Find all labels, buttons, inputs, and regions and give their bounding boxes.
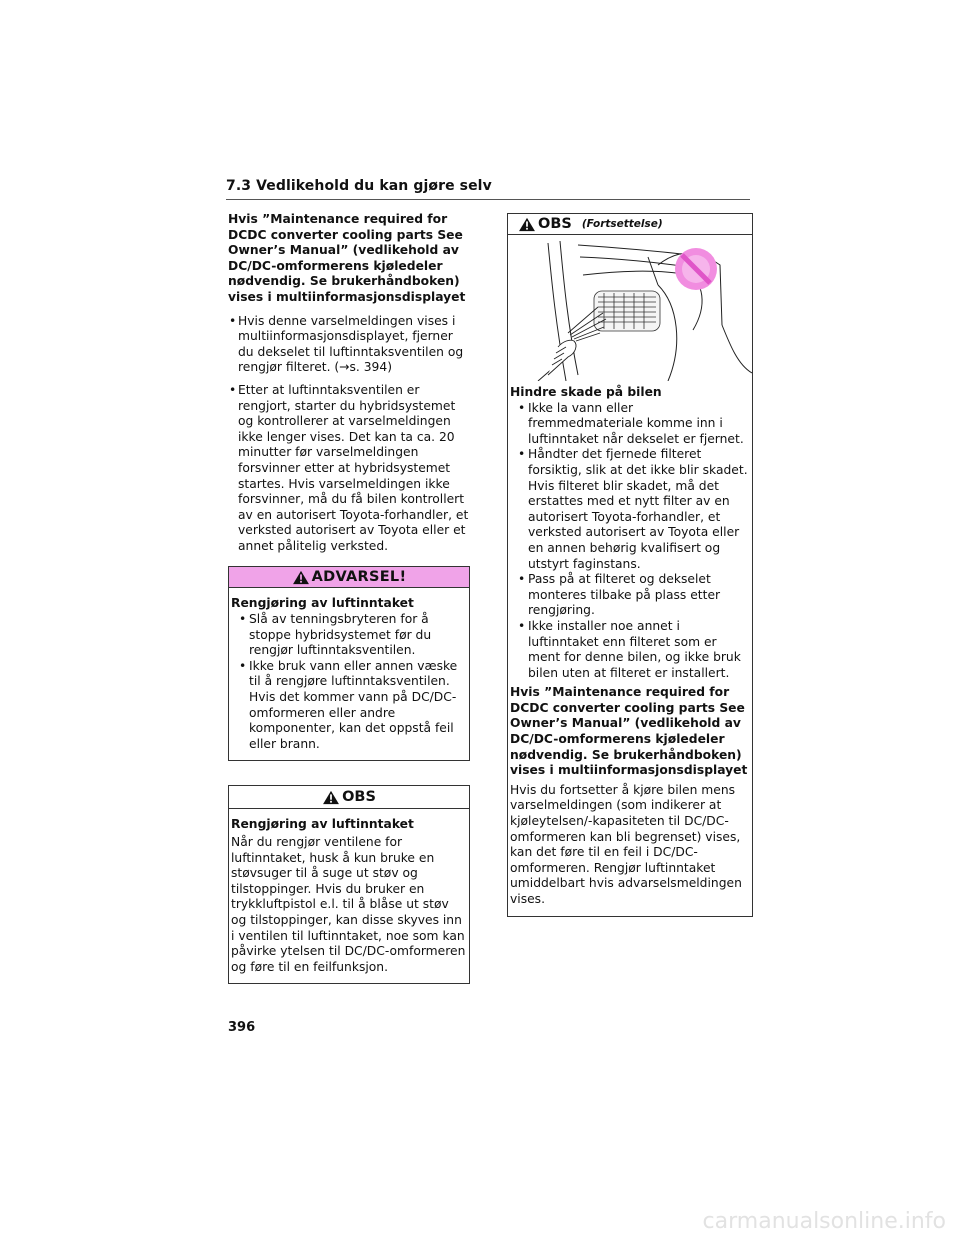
left-heading: Hvis ”Maintenance required for DCDC converter cooling parts See Owner’s Manual” (vedlikehold av DC/DC-omformerens kjøledeler nødvendig. Se brukerhåndboken) vises i multiinformasjonsdisplayet — [228, 212, 466, 304]
right-notice-box — [507, 213, 753, 917]
right-subheading: Hindre skade på bilen — [510, 385, 662, 399]
notice-title: OBS — [342, 789, 376, 806]
page-number: 396 — [228, 1020, 256, 1035]
list-item: • Slå av tenningsbryteren for å stoppe hybridsystemet før du rengjør luftinntaksventilen. — [239, 612, 432, 658]
list-item: • Ikke la vann eller fremmedmateriale komme inn i luftinntaket når dekselet er fjernet. — [518, 400, 744, 446]
warning-triangle-icon — [292, 570, 310, 585]
notice-subheading: Rengjøring av luftinntaket — [231, 817, 414, 832]
prohibited-icon — [675, 248, 717, 290]
continued-label: (Fortsettelse) — [581, 218, 663, 230]
list-item: • Pass på at filteret og dekselet monteres tilbake på plass etter rengjøring. — [518, 572, 721, 618]
list-item: • Hvis denne varselmeldingen vises i multiinformasjonsdisplayet, fjerner du dekselet til luftinntaksventilen og rengjør filteret. (→s. 394) — [228, 314, 470, 376]
right-text-2: Hvis du fortsetter å kjøre bilen mens varselmeldingen (som indikerer at kjøleytelsen/-kapasiteten til DC/DC-omformeren kan bli begrenset) vises, kan det føre til en feil i DC/DC-omformeren. Rengjør luftinntaket umiddelbart hvis advarselsmeldingen vises. — [510, 782, 742, 906]
right-notice-header — [508, 214, 752, 235]
warning-box — [228, 566, 470, 761]
list-item: • Ikke installer noe annet i luftinntaket enn filteret som er ment for denne bilen, og ikke bruk bilen uten at filteret er installert. — [518, 618, 741, 680]
left-column — [228, 212, 470, 984]
right-notice-body — [508, 381, 752, 916]
notice-body — [229, 809, 469, 983]
list-item: • Håndter det fjernede filteret forsiktig, slik at det ikke blir skadet. Hvis filteret blir skadet, må det erstattes med et nytt filter av en autorisert Toyota-forhandler, et verksted autorisert av Toyota eller en annen behørig kvalifisert og utstyrt faginstans. — [518, 447, 748, 571]
left-bullet-list — [228, 314, 470, 555]
notice-box — [228, 785, 470, 984]
warning-body — [229, 588, 469, 760]
notice-text: Når du rengjør ventilene for luftinntaket, husk å kun bruke en støvsuger til å suge ut støv og tilstoppinger. Hvis du bruker en trykkluftpistol e.l. til å blåse ut støv og tilstoppinger, kan disse skyves inn i ventilen til luftinntaket, noe som kan påvirke ytelsen til DC/DC-omformeren og føre til en feilfunksjon. — [231, 835, 466, 974]
list-item: • Ikke bruk vann eller annen væske til å rengjøre luftinntaksventilen. Hvis det kommer vann på DC/DC-omformeren eller andre komponenter, kan det oppstå feil eller brann. — [239, 658, 458, 751]
right-heading-2: Hvis ”Maintenance required for DCDC converter cooling parts See Owner’s Manual” (vedlikehold av DC/DC-omformerens kjøledeler nødvendig. Se brukerhåndboken) vises i multiinformasjonsdisplayet — [510, 685, 748, 778]
warning-title: ADVARSEL! — [311, 569, 407, 586]
watermark: carmanualsonline.info — [702, 1209, 946, 1234]
warning-box-header — [229, 567, 469, 588]
notice-box-header — [229, 786, 469, 809]
warning-subheading: Rengjøring av luftinntaket — [231, 596, 414, 611]
warning-list — [231, 612, 467, 752]
list-item: • Etter at luftinntaksventilen er rengjort, starter du hybridsystemet og kontrollerer at varselmeldingen ikke lenger vises. Det kan ta ca. 20 minutter før varselmeldingen forsvinner etter at hybridsystemet startes. Hvis varselmeldingen ikke forsvinner, må du få bilen kontrollert av en autorisert Toyota-forhandler, et verksted autorisert av Toyota eller et annet pålitelig verksted. — [228, 383, 470, 555]
right-notice-title: OBS — [538, 216, 572, 232]
air-intake-illustration — [508, 235, 752, 381]
right-list — [510, 401, 750, 682]
section-header: 7.3 Vedlikehold du kan gjøre selv — [226, 178, 750, 200]
caution-triangle-icon — [518, 217, 536, 232]
caution-triangle-icon — [322, 790, 340, 805]
